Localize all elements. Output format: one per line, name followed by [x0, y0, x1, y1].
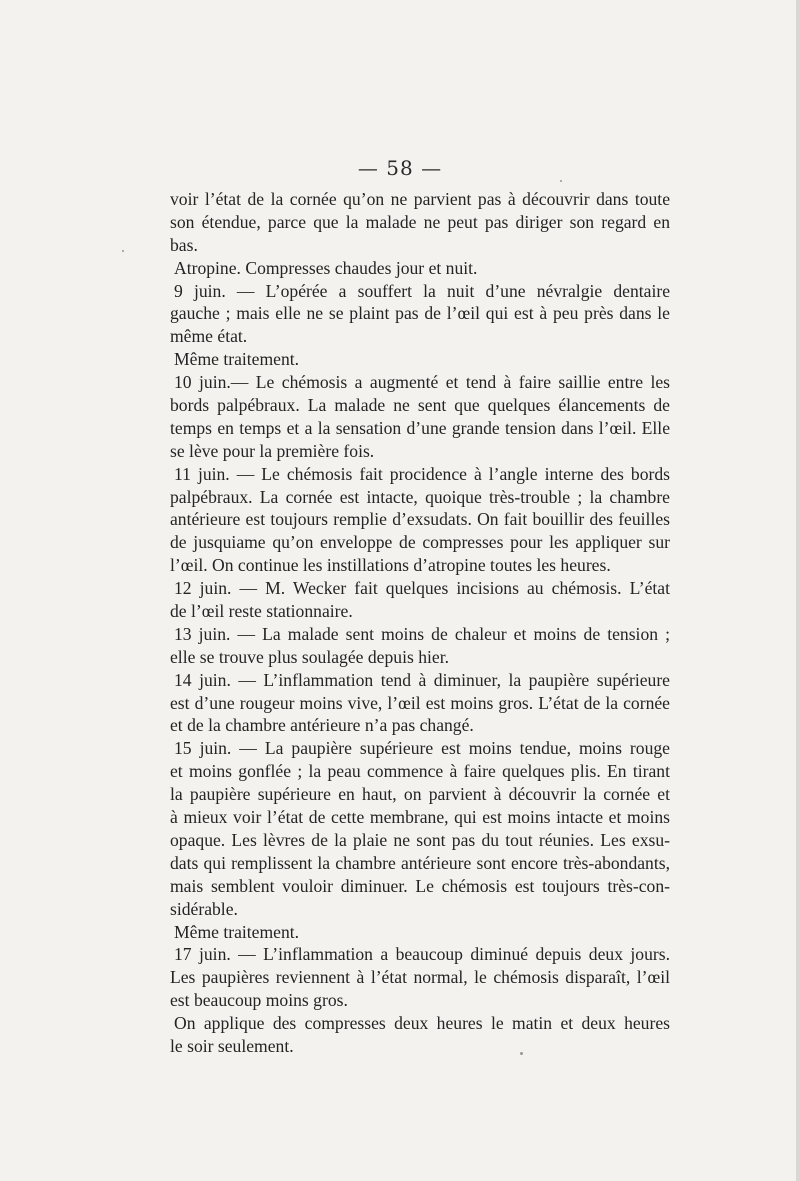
- text-line: antérieure est toujours remplie d’exsudats. On fait bouillir des feuilles: [170, 509, 670, 530]
- text-line: Même traitement.: [174, 349, 300, 370]
- text-line: 13 juin. — La malade sent moins de chaleur et moins de tension ;: [174, 623, 670, 644]
- text-line: 9 juin. — L’opérée a souffert la nuit d’une névralgie dentaire: [174, 280, 670, 301]
- text-line: Atropine. Compresses chaudes jour et nuit.: [174, 257, 478, 278]
- text-line: opaque. Les lèvres de la plaie ne sont pas du tout réunies. Les exsu-: [170, 829, 670, 850]
- text-line: dats qui remplissent la chambre antérieure sont encore très-abondants,: [170, 852, 670, 873]
- text-line: se lève pour la première fois.: [170, 440, 375, 461]
- text-line: voir l’état de la cornée qu’on ne parvient pas à découvrir dans toute: [170, 189, 670, 209]
- text-line: mais semblent vouloir diminuer. Le chémosis est toujours très-con-: [170, 875, 670, 896]
- text-line: l’œil. On continue les instillations d’atropine toutes les heures.: [170, 555, 611, 576]
- text-line: sidérable.: [170, 898, 238, 919]
- text-line: de l’œil reste stationnaire.: [170, 601, 353, 622]
- text-line: 17 juin. — L’inflammation a beaucoup diminué depuis deux jours.: [174, 944, 670, 965]
- text-line: palpébraux. La cornée est intacte, quoique très-trouble ; la chambre: [170, 486, 670, 507]
- paper-speck: [560, 180, 562, 182]
- text-line: On applique des compresses deux heures le matin et deux heures: [174, 1013, 670, 1034]
- text-line: Même traitement.: [174, 921, 300, 942]
- text-line: bords palpébraux. La malade ne sent que quelques élancements de: [170, 395, 670, 416]
- text-line: 15 juin. — La paupière supérieure est moins tendue, moins rouge: [174, 738, 670, 759]
- text-line: bas.: [170, 234, 198, 255]
- text-line: est beaucoup moins gros.: [170, 990, 348, 1011]
- text-line: et de la chambre antérieure n’a pas changé.: [170, 715, 474, 736]
- text-line: elle se trouve plus soulagée depuis hier.: [170, 646, 449, 667]
- text-line: son étendue, parce que la malade ne peut pas diriger son regard en: [170, 211, 670, 232]
- text-line: gauche ; mais elle ne se plaint pas de l’œil qui est à peu près dans le: [170, 303, 670, 324]
- paper-speck: [122, 250, 124, 252]
- text-line: la paupière supérieure en haut, on parvient à découvrir la cornée et: [170, 784, 670, 805]
- page-number: — 58 —: [357, 156, 443, 180]
- text-line: 11 juin. — Le chémosis fait procidence à l’angle interne des bords: [174, 463, 670, 484]
- text-line: et moins gonflée ; la peau commence à faire quelques plis. En tirant: [170, 761, 670, 782]
- text-line: temps en temps et a la sensation d’une grande tension dans l’œil. Elle: [170, 417, 670, 438]
- text-line: 10 juin.— Le chémosis a augmenté et tend à faire saillie entre les: [174, 372, 670, 393]
- body-text: [170, 188, 670, 1058]
- text-line: à mieux voir l’état de cette membrane, qui est moins intacte et moins: [170, 807, 670, 828]
- text-line: 12 juin. — M. Wecker fait quelques incisions au chémosis. L’état: [174, 578, 670, 599]
- text-line: Les paupières reviennent à l’état normal, le chémosis disparaît, l’œil: [170, 967, 670, 988]
- text-line: de jusquiame qu’on enveloppe de compresses pour les appliquer sur: [170, 532, 670, 553]
- text-line: est d’une rougeur moins vive, l’œil est moins gros. L’état de la cornée: [170, 692, 670, 713]
- text-line: le soir seulement.: [170, 1035, 294, 1056]
- text-line: 14 juin. — L’inflammation tend à diminuer, la paupière supérieure: [174, 669, 670, 690]
- text-line: même état.: [170, 326, 248, 347]
